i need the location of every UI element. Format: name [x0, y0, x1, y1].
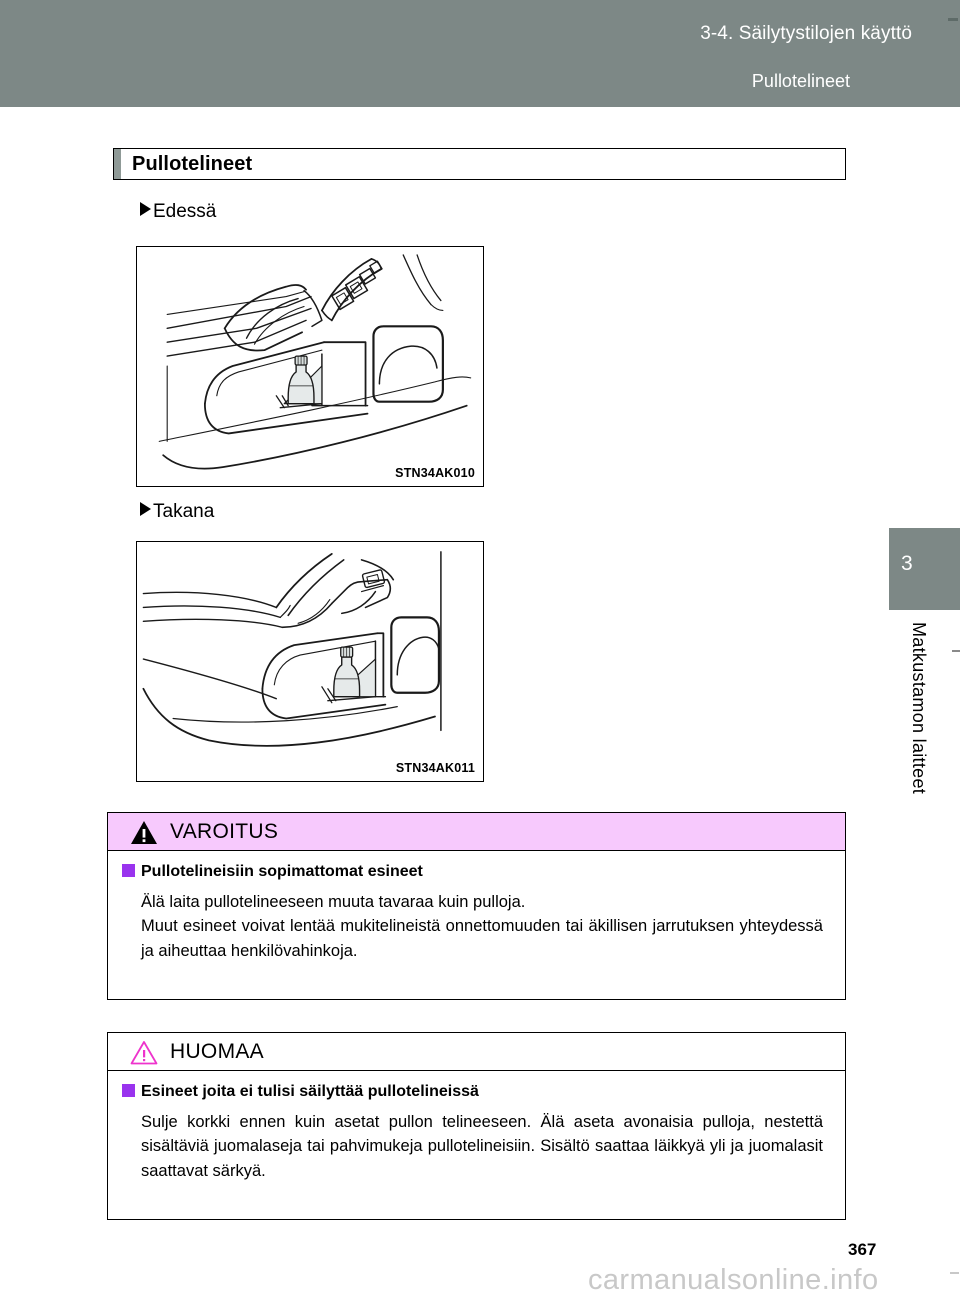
- site-watermark: carmanualsonline.info: [588, 1264, 879, 1296]
- notice-box-title: HUOMAA: [170, 1040, 264, 1063]
- section-title-box: [113, 148, 846, 180]
- triangle-bullet-icon: [140, 502, 151, 516]
- chapter-tab-label: Matkustamon laitteet: [909, 622, 929, 795]
- notice-subtitle: Esineet joita ei tulisi säilyttää pullotelineissä: [141, 1083, 479, 1100]
- warning-subtitle: Pullotelineisiin sopimattomat esineet: [141, 863, 423, 880]
- notice-subtitle-row: [122, 1083, 823, 1101]
- warning-triangle-filled-icon: [130, 820, 158, 845]
- header-section-reference: 3-4. Säilytystilojen käyttö: [700, 23, 912, 44]
- warning-text-line-1: Älä laita pullotelineeseen muuta tavaraa kuin pulloja.: [141, 893, 526, 911]
- subheading-takana: [140, 501, 214, 523]
- warning-box: [107, 812, 846, 1000]
- page-number: 367: [848, 1240, 877, 1259]
- header-topic: Pullotelineet: [751, 71, 850, 91]
- subheading-edessa: [140, 201, 216, 223]
- warning-text-line-2: Muut esineet voivat lentää mukitelineistä onnettomuuden tai äkillisen jarrutuksen yhteydessä ja aiheuttaa henkilövahinkoja.: [141, 917, 823, 960]
- rear-door-panel-illustration: [137, 542, 483, 781]
- bullet-square-icon: [122, 864, 135, 877]
- notice-box-header: [108, 1033, 845, 1071]
- subheading-edessa-label: Edessä: [153, 201, 217, 222]
- figure-front-bottle-holder: [136, 246, 484, 487]
- warning-box-header: [108, 813, 845, 851]
- bullet-square-icon: [122, 1084, 135, 1097]
- warning-box-body: [108, 851, 845, 963]
- subheading-takana-label: Takana: [153, 501, 215, 522]
- figure-rear-bottle-holder: [136, 541, 484, 782]
- corner-crop-mark-icon: [948, 18, 958, 21]
- figure-code-front: STN34AK010: [395, 466, 475, 480]
- page-title: Pullotelineet: [132, 153, 253, 175]
- chapter-tab-number: 3: [901, 552, 913, 575]
- figure-code-rear: STN34AK011: [395, 761, 475, 775]
- notice-box-body: [108, 1071, 845, 1183]
- notice-box: [107, 1032, 846, 1220]
- notice-text: Sulje korkki ennen kuin asetat pullon telineeseen. Älä aseta avonaisia pulloja, nestettä sisältäviä juomalaseja tai pahvimukeja pullotelineisiin. Sisältö saattaa läikkyä yli ja juomalasit saattavat särkyä.: [141, 1113, 823, 1180]
- footer-crop-mark-icon: [950, 1272, 959, 1274]
- warning-box-title: VAROITUS: [170, 820, 279, 843]
- chapter-tab: [889, 528, 960, 610]
- triangle-bullet-icon: [140, 202, 151, 216]
- front-door-panel-illustration: [137, 247, 483, 486]
- side-crop-mark-icon: [952, 650, 960, 652]
- page-header-bar: [0, 0, 960, 107]
- section-title-accent-bar: [114, 149, 121, 179]
- warning-subtitle-row: [122, 863, 823, 881]
- notice-triangle-outline-icon: [130, 1040, 158, 1065]
